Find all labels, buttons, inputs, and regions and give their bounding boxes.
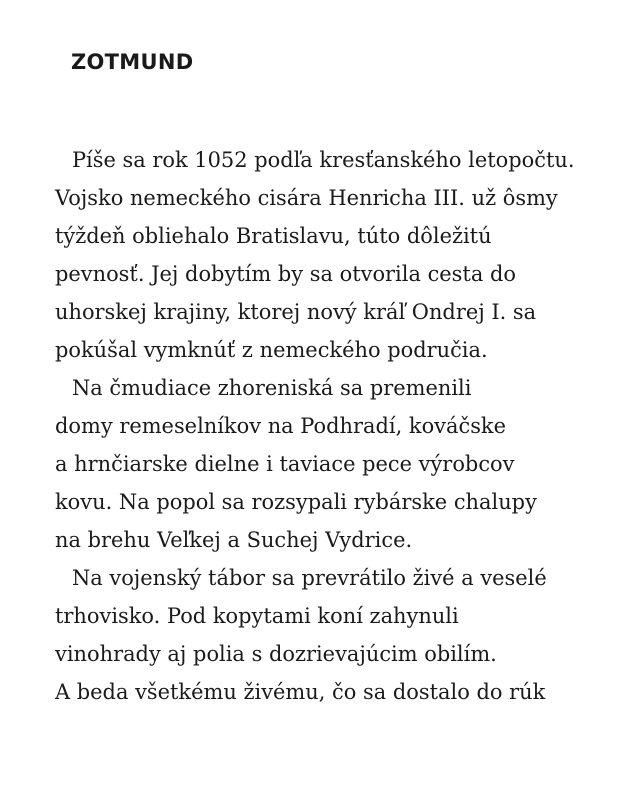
text-line: a hrnčiarske dielne i taviace pece výrobcov: [55, 452, 515, 476]
text-line: kovu. Na popol sa rozsypali rybárske chalupy: [55, 490, 537, 514]
text-line: uhorskej krajiny, ktorej nový kráľ Ondrej I. sa: [55, 300, 537, 324]
text-line: Vojsko nemeckého cisára Henricha III. už ôsmy: [55, 186, 558, 210]
text-line: Píše sa rok 1052 podľa kresťanského letopočtu.: [71, 148, 575, 172]
chapter-title: ZOTMUND: [71, 50, 194, 74]
text-line: pevnosť. Jej dobytím by sa otvorila cesta do: [55, 262, 516, 286]
text-line: Na čmudiace zhoreniská sa premenili: [71, 376, 472, 400]
text-line: na brehu Veľkej a Suchej Vydrice.: [55, 528, 413, 552]
text-line: Na vojenský tábor sa prevrátilo živé a veselé: [71, 566, 547, 590]
chapter-body: [55, 141, 635, 711]
text-line: pokúšal vymknúť z nemeckého područia.: [55, 338, 488, 362]
text-line: trhovisko. Pod kopytami koní zahynuli: [55, 604, 459, 628]
text-line: A beda všetkému živému, čo sa dostalo do rúk: [55, 680, 546, 704]
text-line: vinohrady aj polia s dozrievajúcim obilím.: [55, 642, 497, 666]
text-line: týždeň obliehalo Bratislavu, túto dôležitú: [55, 224, 492, 248]
text-line: domy remeselníkov na Podhradí, kováčske: [55, 414, 507, 438]
